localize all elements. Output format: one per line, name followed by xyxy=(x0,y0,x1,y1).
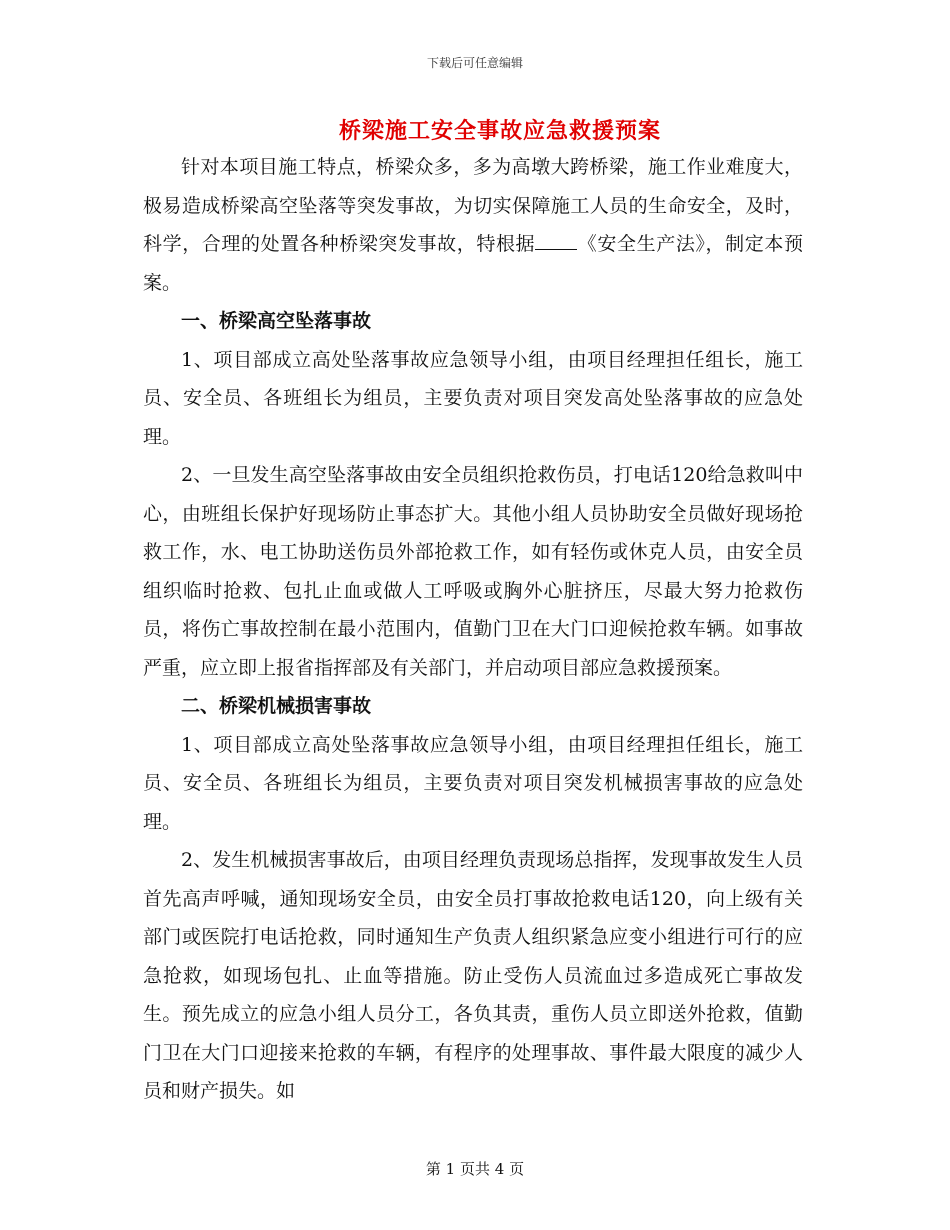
page-number: 第 1 页共 4 页 xyxy=(425,1160,525,1178)
document-title: 桥梁施工安全事故应急救援预案 xyxy=(338,118,661,144)
intro-text: 针对本项目施工特点，桥梁众多，多为高墩大跨桥梁，施工作业难度大，极易造成桥梁高空坠落等突发事故，为切实保障施工人员的生命安全，及时，科学，合理的处置各种桥梁突发事故，特根据 xyxy=(143,156,803,255)
blank-underline xyxy=(535,235,577,250)
intro-paragraph xyxy=(143,148,803,302)
intro-tail: 《安全生产法》，制定本预案。 xyxy=(143,233,803,294)
section-heading-1: 一、桥梁高空坠落事故 xyxy=(181,310,372,332)
header-note: 下载后可任意编辑 xyxy=(426,56,523,70)
section-2-paragraph-2: 2、发生机械损害事故后，由项目经理负责现场总指挥，发现事故发生人员首先高声呼喊，通知现场安全员，由安全员打事故抢救电话120，向上级有关部门或医院打电话抢救，同时通知生产负责人组织紧急应变小组进行可行的应急抢救，如现场包扎、止血等措施。防止受伤人员流血过多造成死亡事故发生。预先成立的应急小组人员分工，各负其责，重伤人员立即送外抢救，值勤门卫在大门口迎接来抢救的车辆，有程序的处理事故、事件最大限度的减少人员和财产损失。如 xyxy=(143,849,803,1102)
section-2-paragraph-1: 1、项目部成立高处坠落事故应急领导小组，由项目经理担任组长，施工员、安全员、各班组长为组员，主要负责对项目突发机械损害事故的应急处理。 xyxy=(143,733,803,833)
section-1-paragraph-2: 2、一旦发生高空坠落事故由安全员组织抢救伤员，打电话120给急救叫中心，由班组长保护好现场防止事态扩大。其他小组人员协助安全员做好现场抢救工作，水、电工协助送伤员外部抢救工作，如有轻伤或休克人员，由安全员组织临时抢救、包扎止血或做人工呼吸或胸外心脏挤压，尽最大努力抢救伤员，将伤亡事故控制在最小范围内，值勤门卫在大门口迎候抢救车辆。如事故严重，应立即上报省指挥部及有关部门，并启动项目部应急救援预案。 xyxy=(143,464,803,679)
section-heading-2: 二、桥梁机械损害事故 xyxy=(181,695,372,717)
document-body xyxy=(143,148,803,1111)
section-1-paragraph-1: 1、项目部成立高处坠落事故应急领导小组，由项目经理担任组长，施工员、安全员、各班组长为组员，主要负责对项目突发高处坠落事故的应急处理。 xyxy=(143,348,803,448)
